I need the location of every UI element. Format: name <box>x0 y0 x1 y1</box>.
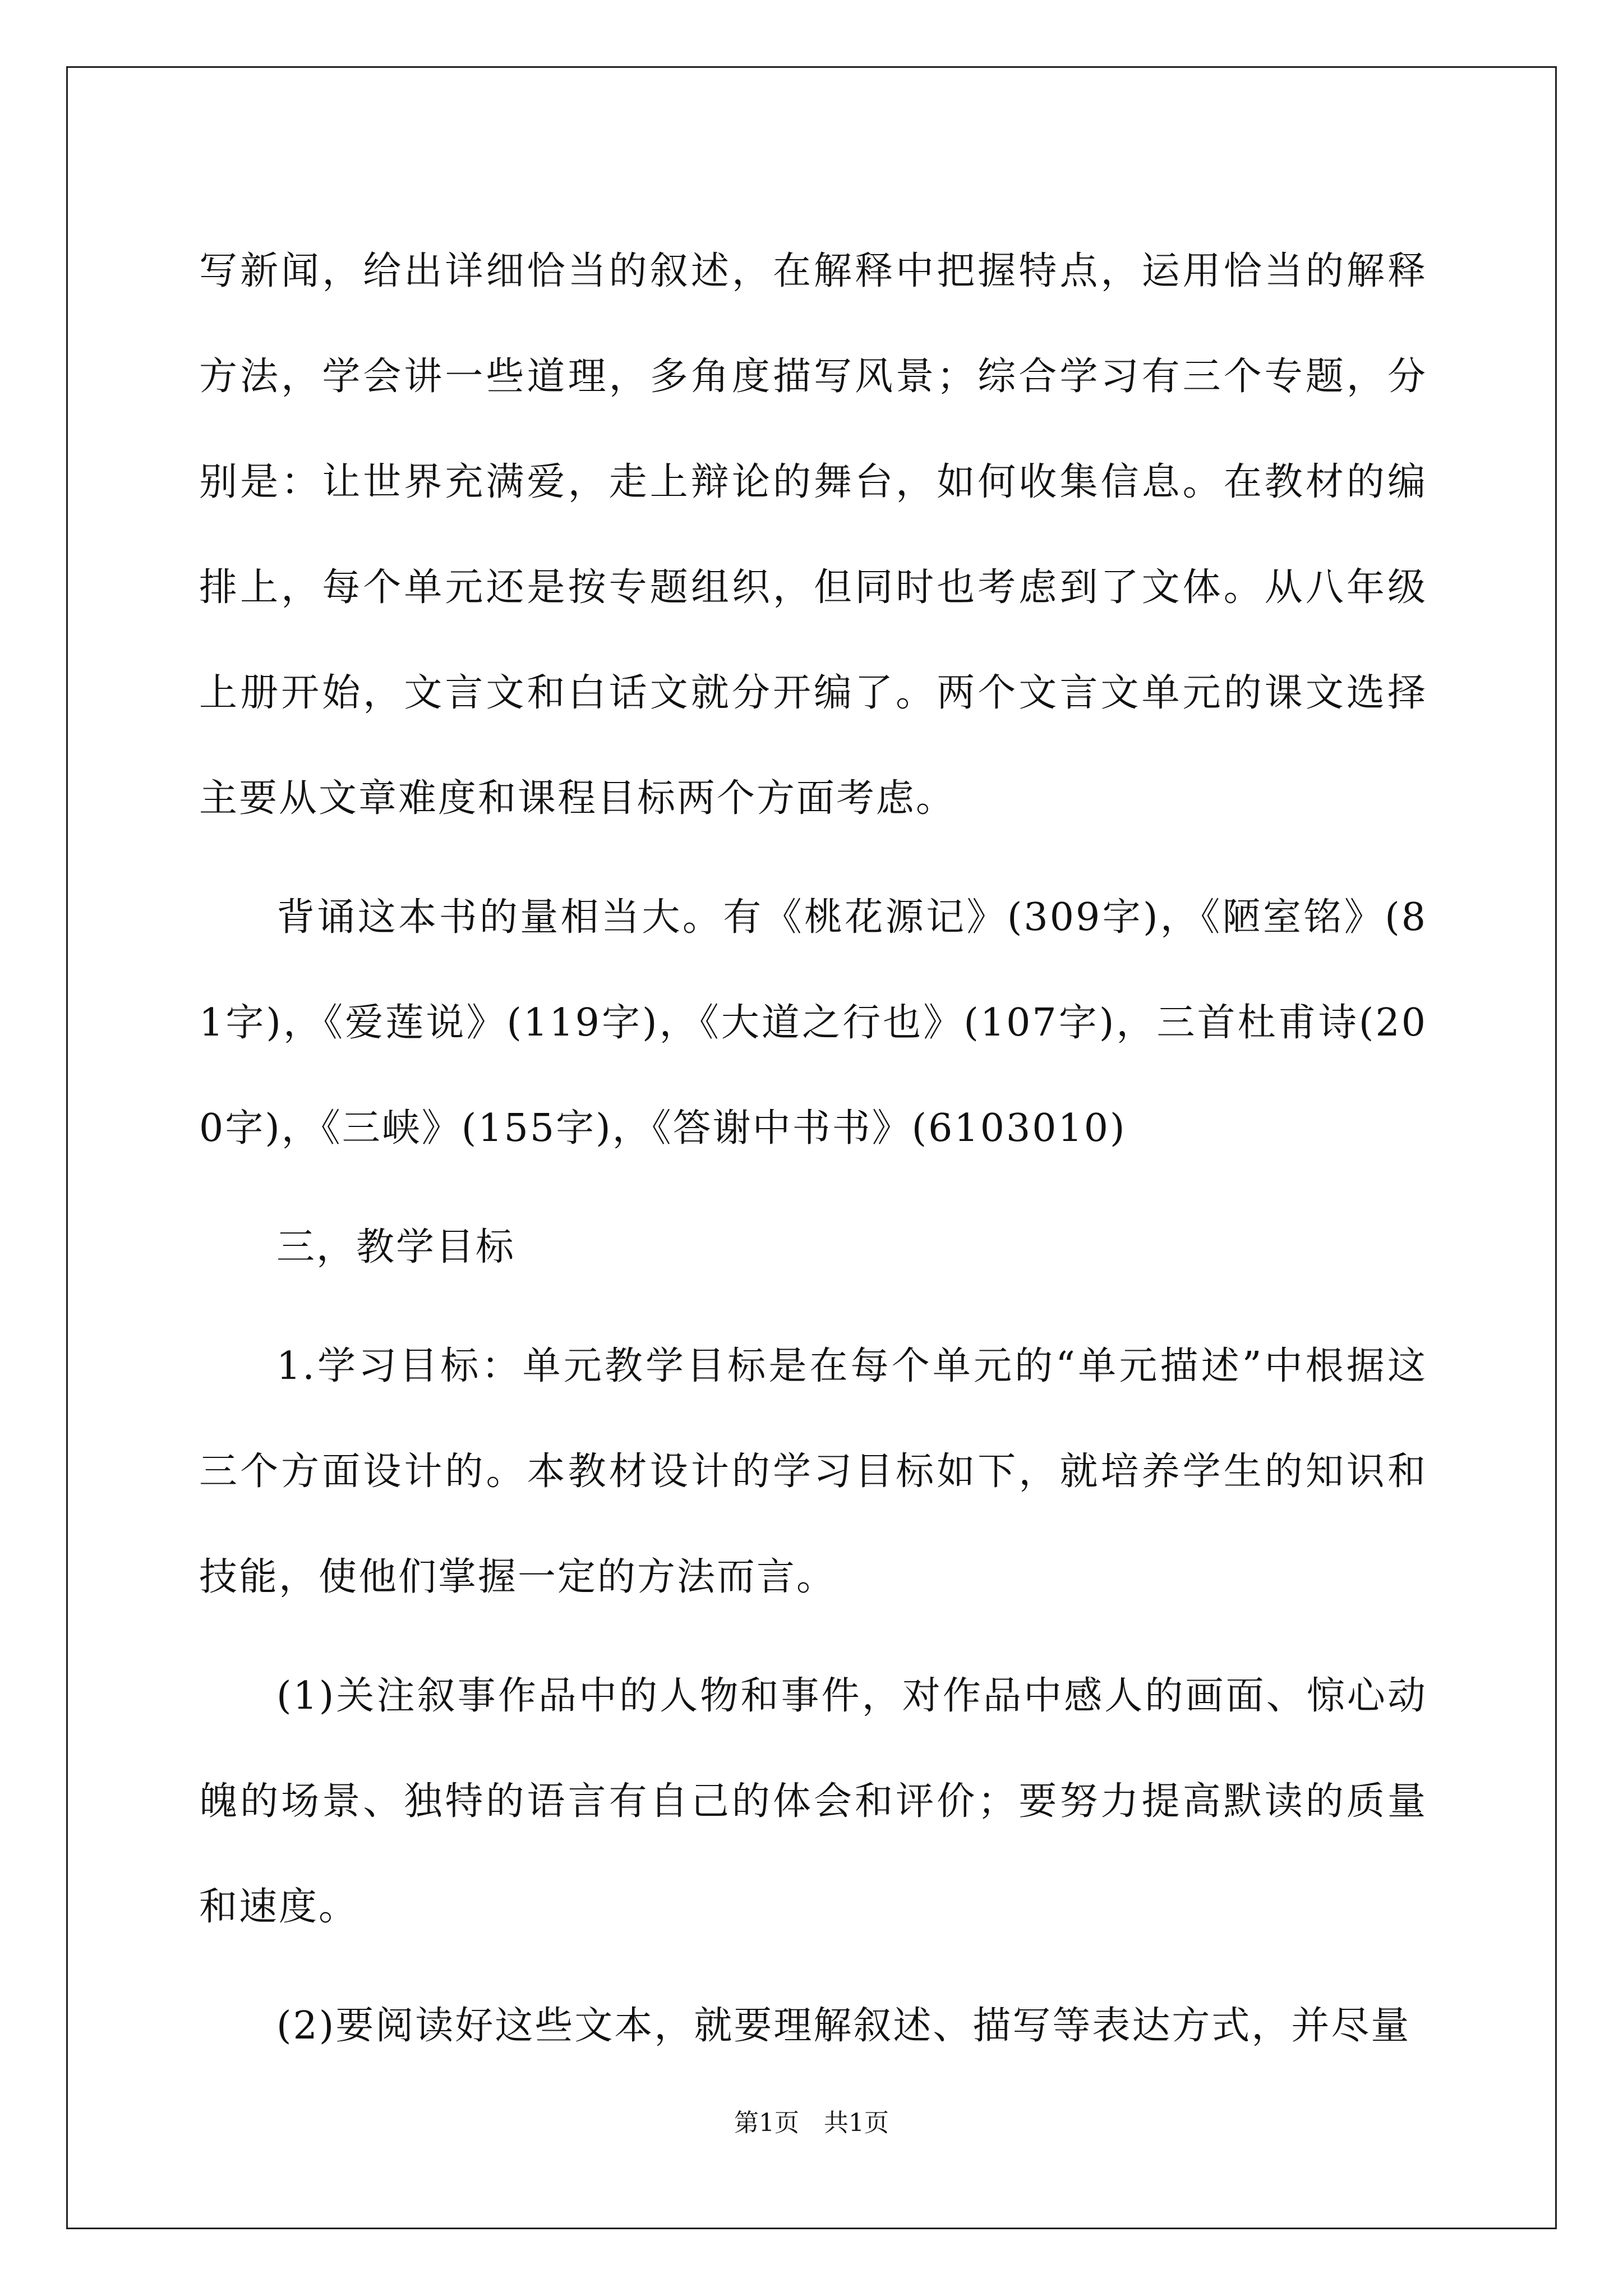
paragraph: (1)关注叙事作品中的人物和事件，对作品中感人的画面、惊心动魄的场景、独特的语言有自己的体会和评价；要努力提高默读的质量和速度。 <box>199 1674 1427 1929</box>
paragraph: (2)要阅读好这些文本，就要理解叙述、描写等表达方式，并尽量 <box>276 2004 1411 2048</box>
page-footer <box>0 2106 1623 2140</box>
document-body <box>199 219 1427 2079</box>
paragraph: 写新闻，给出详细恰当的叙述，在解释中把握特点，运用恰当的解释方法，学会讲一些道理，多角度描写风景；综合学习有三个专题，分别是：让世界充满爱，走上辩论的舞台，如何收集信息。在教材的编排上，每个单元还是按专题组织，但同时也考虑到了文体。从八年级上册开始，文言文和白话文就分开编了。两个文言文单元的课文选择主要从文章难度和课程目标两个方面考虑。 <box>199 249 1427 821</box>
paragraph: 1.学习目标：单元教学目标是在每个单元的“单元描述”中根据这三个方面设计的。本教材设计的学习目标如下，就培养学生的知识和技能，使他们掌握一定的方法而言。 <box>199 1344 1427 1599</box>
section-heading: 三，教学目标 <box>276 1225 516 1269</box>
paragraph: 背诵这本书的量相当大。有《桃花源记》(309字)，《陋室铭》(81字)，《爱莲说》(119字)，《大道之行也》(107字)，三首杜甫诗(200字)，《三峡》(155字)，《答谢中书书》(6103010) <box>199 895 1427 1151</box>
page-number: 第1页 共1页 <box>734 2109 889 2137</box>
